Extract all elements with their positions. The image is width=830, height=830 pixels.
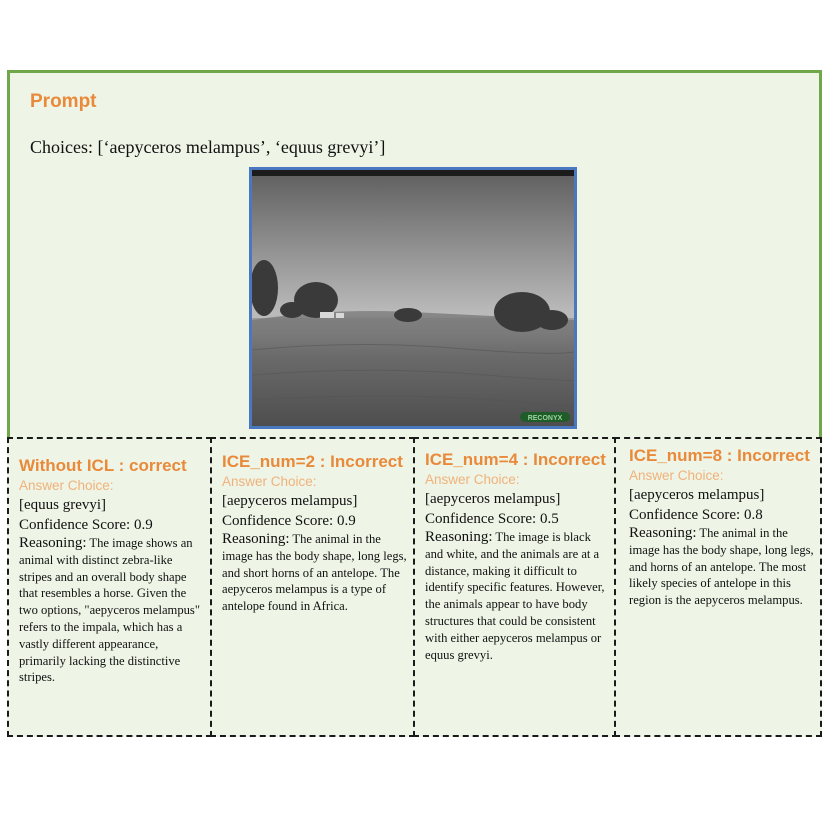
reasoning-body: The image is black and white, and the animals are at a distance, making it difficult to identify specific features. However, the animals appear to have body structures that could be consistent with either aepyceros melampus or equus grevyi. <box>425 530 605 662</box>
watermark-text: RECONYX <box>527 415 563 422</box>
answer-value: [aepyceros melampus] <box>425 491 561 507</box>
choices-text: Choices: [‘aepyceros melampus’, ‘equus grevyi’] <box>30 137 386 157</box>
reasoning-label: Reasoning: <box>425 529 493 545</box>
reasoning-label: Reasoning: <box>222 531 290 547</box>
answer-choice-label: Answer Choice: <box>425 472 520 487</box>
answer-choice-label: Answer Choice: <box>629 468 724 483</box>
panel-ice-2 <box>210 437 415 737</box>
reasoning-body: The animal in the image has the body shape, long legs, and horns of an antelope. The most likely species of antelope in this region is the aepyceros melampus. <box>629 526 814 608</box>
reasoning-body: The image shows an animal with distinct zebra-like stripes and an overall body shape that resembles a horse. Given the two options, "aepyceros melampus" refers to the impala, which has a vastly different appearance, primarily lacking the distinctive stripes. <box>19 536 200 685</box>
savanna-scene <box>252 170 574 426</box>
answer-value: [aepyceros melampus] <box>629 487 765 503</box>
panel-without-icl <box>7 437 212 737</box>
panel-title: ICE_num=8 : Incorrect <box>629 446 810 465</box>
reasoning-text <box>629 525 816 609</box>
camera-trap-photo <box>249 167 577 429</box>
panel-title: ICE_num=2 : Incorrect <box>222 452 403 471</box>
reasoning-label: Reasoning: <box>629 525 697 541</box>
answer-value: [aepyceros melampus] <box>222 493 358 509</box>
confidence-score: Confidence Score: 0.9 <box>19 517 153 533</box>
answer-value: [equus grevyi] <box>19 497 107 513</box>
reasoning-body: The animal in the image has the body shape, long legs, and short horns of an antelope. The aepyceros melampus is a type of antelope found in Africa. <box>222 532 407 614</box>
prompt-title: Prompt <box>30 91 97 112</box>
reasoning-text <box>222 531 409 615</box>
confidence-score: Confidence Score: 0.9 <box>222 513 356 529</box>
answer-choice-label: Answer Choice: <box>222 474 317 489</box>
reasoning-text <box>425 529 612 663</box>
reasoning-label: Reasoning: <box>19 535 87 551</box>
panel-ice-8 <box>614 437 822 737</box>
panel-title: Without ICL : correct <box>19 456 187 475</box>
answer-choice-label: Answer Choice: <box>19 478 114 493</box>
confidence-score: Confidence Score: 0.8 <box>629 507 763 523</box>
confidence-score: Confidence Score: 0.5 <box>425 511 559 527</box>
panel-ice-4 <box>413 437 618 737</box>
panel-title: ICE_num=4 : Incorrect <box>425 450 606 469</box>
reasoning-text <box>19 535 206 686</box>
